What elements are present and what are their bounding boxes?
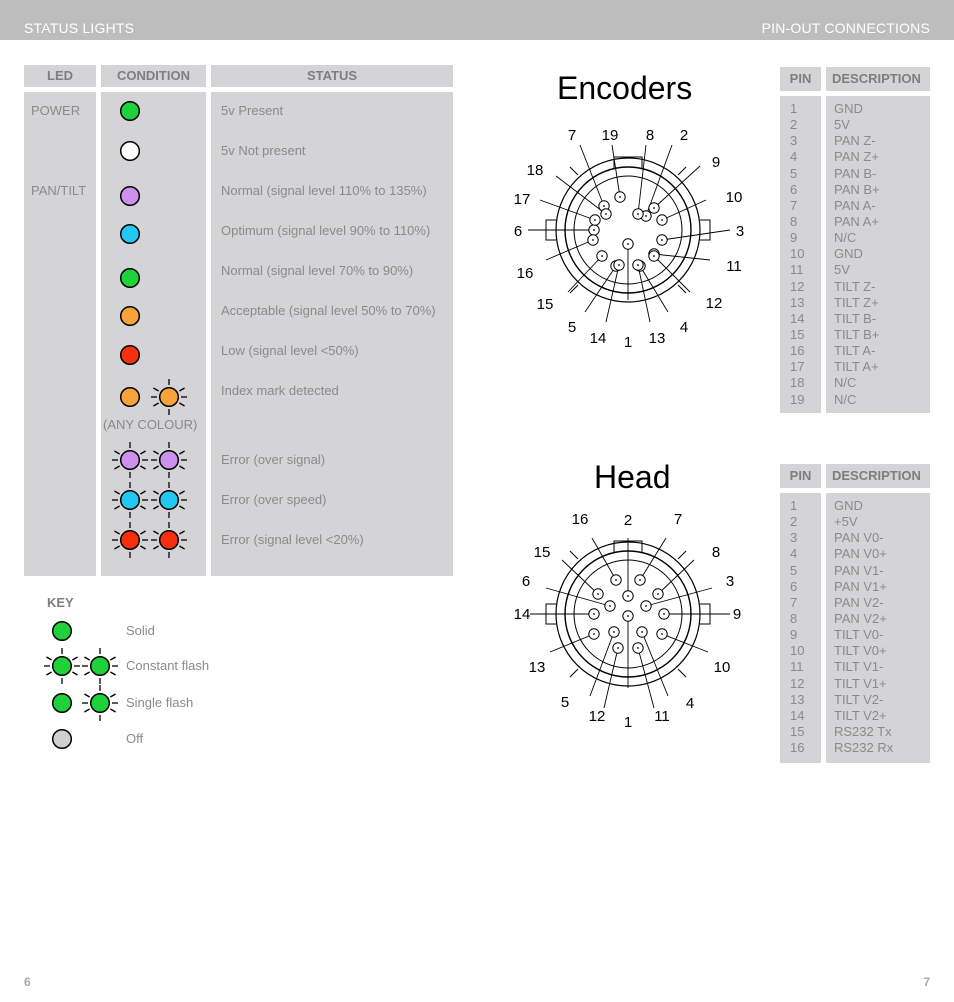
connector-pin-label: 16 [571,511,589,528]
status-text: Normal (signal level 70% to 90%) [221,263,414,278]
status-text: Error (signal level <20%) [221,532,364,547]
head-description-header: DESCRIPTION [826,464,930,488]
encoders-title: Encoders [557,70,693,106]
status-text: Optimum (signal level 90% to 110%) [221,223,431,238]
status-text: Normal (signal level 110% to 135%) [221,183,427,198]
condition-column-header: CONDITION [101,65,206,87]
pin-number: 4 [790,546,798,562]
status-text: Index mark detected [221,383,339,398]
connector-pin-label: 7 [673,511,683,528]
status-text: Low (signal level <50%) [221,343,359,358]
pin-description: PAN B+ [834,181,880,197]
pin-number: 10 [790,643,805,659]
pin-number: 15 [790,326,805,342]
pin-number: 12 [790,675,805,691]
pin-description: PAN V0+ [834,546,887,562]
pin-number: 6 [790,578,798,594]
connector-pin-label: 8 [711,544,721,561]
head-pin-header: PIN [780,464,821,488]
pin-number: 13 [790,691,805,707]
pin-number: 16 [790,343,805,359]
pin-number: 7 [790,197,798,213]
pin-number: 14 [790,707,805,723]
pin-number: 8 [790,610,798,626]
key-label: Constant flash [126,658,210,673]
led-label: POWER [31,103,81,118]
connector-pin-label: 14 [513,606,531,623]
status-text: Acceptable (signal level 50% to 70%) [221,303,436,318]
pin-number: 16 [790,740,805,756]
pin-description: PAN V1+ [834,578,887,594]
connector-pin-label: 4 [679,319,689,336]
pin-number: 18 [790,375,805,391]
status-text: 5v Not present [221,143,306,158]
connector-pin-label: 11 [726,258,742,275]
connector-pin-label: 2 [623,512,633,529]
page-number-right: 7 [923,975,930,989]
pin-description: RS232 Tx [834,723,892,739]
status-column-header: STATUS [211,65,453,87]
connector-pin-label: 13 [528,659,546,676]
pin-description: RS232 Rx [834,740,894,756]
pin-description: N/C [834,375,857,391]
pin-description: TILT V0- [834,627,884,643]
pin-number: 5 [790,562,798,578]
connector-pin-label: 5 [560,694,570,711]
connector-pin-label: 10 [713,659,731,676]
pin-description: PAN V2- [834,594,884,610]
encoders-pin-header: PIN [780,67,821,91]
pin-number: 19 [790,391,805,407]
pin-number: 3 [790,530,798,546]
pin-number: 12 [790,278,805,294]
connector-pin-label: 15 [533,544,551,561]
pin-number: 14 [790,310,805,326]
pin-description: TILT B- [834,310,877,326]
pin-description: +5V [834,514,858,530]
pin-description: TILT A+ [834,359,879,375]
connector-pin-label: 16 [516,265,534,282]
connector-pin-label: 19 [601,127,619,144]
pin-description: PAN V2+ [834,610,887,626]
pin-description: PAN A+ [834,213,879,229]
key-label: Off [126,731,144,746]
pin-description: N/C [834,391,857,407]
pin-number: 17 [790,359,805,375]
pin-number: 10 [790,246,805,262]
pin-description: TILT A- [834,343,876,359]
any-colour-note: (ANY COLOUR) [103,417,198,432]
pin-description: PAN Z- [834,133,876,149]
connector-pin-label: 10 [725,189,743,206]
connector-pin-label: 3 [725,573,735,590]
pin-number: 1 [790,101,798,116]
connector-pin-label: 8 [645,127,655,144]
pin-description: PAN V0- [834,530,884,546]
status-text: Error (over signal) [221,452,326,467]
pin-number: 2 [790,514,798,530]
connector-pin-label: 13 [648,330,666,347]
connector-pin-label: 1 [623,334,633,351]
connector-pin-label: 6 [521,573,531,590]
connector-pin-label: 14 [589,330,607,347]
pin-number: 8 [790,213,798,229]
status-text: Error (over speed) [221,492,327,507]
pin-number: 7 [790,594,798,610]
pin-number: 11 [790,659,804,675]
pin-description: TILT V2- [834,691,884,707]
led-column-header: LED [24,65,96,87]
connector-pin-label: 3 [735,223,745,240]
pin-number: 1 [790,498,798,513]
connector-pin-label: 6 [513,223,523,240]
pin-description: TILT V1- [834,659,884,675]
connector-pin-label: 2 [679,127,689,144]
pin-number: 11 [790,262,804,278]
connector-pin-label: 1 [623,714,633,731]
connector-pin-label: 12 [705,295,723,312]
pin-description: PAN Z+ [834,149,879,165]
encoders-description-header: DESCRIPTION [826,67,930,91]
pin-number: 9 [790,230,798,246]
connector-pin-label: 9 [732,606,742,623]
pin-description: TILT Z- [834,278,876,294]
pin-number: 6 [790,181,798,197]
key-label: Solid [126,623,155,638]
pin-number: 4 [790,149,798,165]
pin-description: TILT B+ [834,326,880,342]
pin-description: GND [834,101,863,116]
connector-pin-label: 11 [654,708,670,725]
head-description-list [834,498,893,756]
connector-pin-label: 17 [513,191,531,208]
pin-description: N/C [834,230,857,246]
pin-description: PAN B- [834,165,877,181]
pin-number: 9 [790,627,798,643]
pin-description: TILT V1+ [834,675,887,691]
pin-number: 2 [790,117,798,133]
pin-number: 5 [790,165,798,181]
connector-pin-label: 4 [685,695,695,712]
key-title: KEY [47,595,74,610]
head-pin-list [790,498,804,756]
pin-number: 13 [790,294,805,310]
connector-pin-label: 7 [567,127,577,144]
pin-description: TILT V2+ [834,707,887,723]
connector-pin-label: 5 [567,319,577,336]
status-text: 5v Present [221,103,284,118]
page-number-left: 6 [24,975,31,989]
connector-pin-label: 15 [536,296,554,313]
pin-number: 3 [790,133,798,149]
pin-description: 5V [834,262,850,278]
connector-pin-label: 12 [588,708,606,725]
pin-description: TILT V0+ [834,643,887,659]
status-lights-title: STATUS LIGHTS [24,20,135,36]
connector-pin-label: 18 [526,162,544,179]
head-title: Head [594,459,671,495]
pinout-connections-title: PIN-OUT CONNECTIONS [761,20,930,36]
pin-description: PAN A- [834,197,876,213]
connector-pin-label: 9 [711,154,721,171]
pin-description: PAN V1- [834,562,884,578]
pin-description: GND [834,246,863,262]
led-label: PAN/TILT [31,183,87,198]
pin-description: 5V [834,117,850,133]
pin-description: GND [834,498,863,513]
pin-number: 15 [790,723,805,739]
pin-description: TILT Z+ [834,294,879,310]
key-label: Single flash [126,695,194,710]
